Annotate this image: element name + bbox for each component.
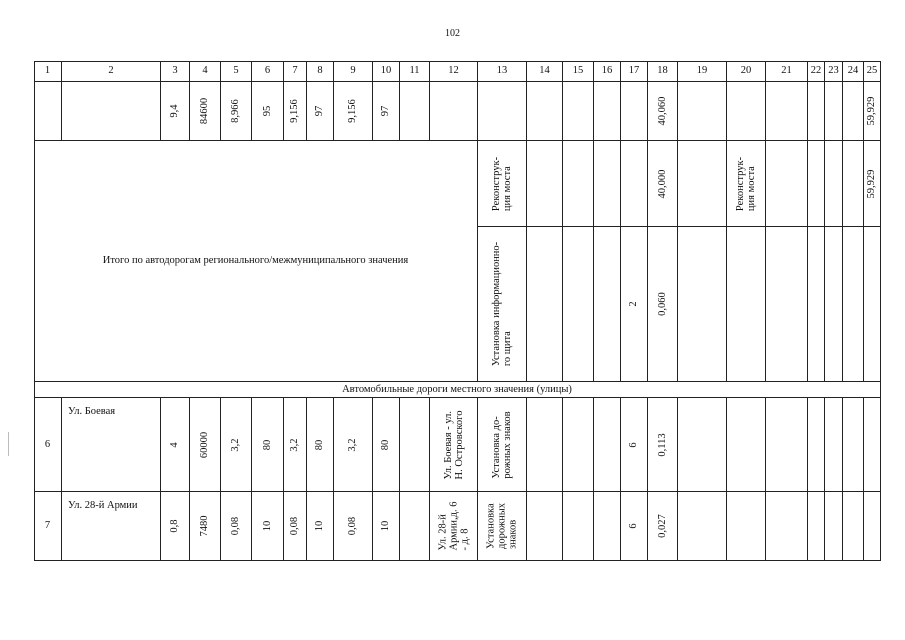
street-name: Ул. 28-й Армии [68,500,138,511]
table-row-cell [766,492,808,561]
row-value: 0,08 [346,516,358,536]
summary-subcell [808,141,825,227]
table-row-cell [221,492,252,561]
totals-cell [825,82,843,141]
header-cell [252,61,284,82]
header-cell [766,61,808,82]
column-number: 17 [628,64,640,76]
totals-value: 97 [379,105,391,117]
summary-subcell [825,141,843,227]
summary-subcell [766,227,808,382]
totals-cell [34,82,62,141]
column-number: 24 [847,64,859,76]
row-value: 80 [261,439,273,450]
table-row-cell [373,492,400,561]
table-row-cell [62,492,161,561]
table-row-cell [727,492,766,561]
totals-value: 59,929 [865,96,877,126]
totals-cell [190,82,221,141]
row-value: 6 [627,441,639,448]
column-number: 11 [409,64,420,76]
summary-label-cell [34,141,478,382]
header-cell [808,61,825,82]
summary-subcell [527,141,563,227]
row-value: 60000 [198,431,210,458]
work-description: Реконструк- ция моста [734,156,757,211]
row-value: 7480 [198,515,210,537]
header-cell [334,61,373,82]
column-number: 9 [350,64,356,76]
header-cell [400,61,430,82]
header-cell [373,61,400,82]
table-row-cell [563,492,594,561]
data-table [34,61,881,561]
summary-subcell [478,227,527,382]
totals-cell [621,82,648,141]
table-row-cell [594,398,621,492]
header-cell [563,61,594,82]
table-row-cell [594,492,621,561]
road-section: Ул. Боевая - ул. Н. Островского [442,410,465,479]
summary-subcell [864,227,881,382]
totals-cell [648,82,678,141]
totals-cell [307,82,334,141]
table-row-cell [252,398,284,492]
table-row-cell [430,398,478,492]
summary-subcell [864,141,881,227]
summary-value: 2 [627,301,639,307]
header-cell [478,61,527,82]
row-value: 0,113 [656,432,668,457]
header-cell [284,61,307,82]
header-cell [843,61,864,82]
summary-subcell [727,227,766,382]
summary-subcell [621,227,648,382]
table-row-cell [648,398,678,492]
summary-subcell [621,141,648,227]
row-value: 3,2 [346,437,358,452]
summary-subcell [648,141,678,227]
work-description: Реконструк- ция моста [490,156,513,211]
table-row-cell [478,492,527,561]
table-row-cell [478,398,527,492]
column-number: 3 [172,64,178,76]
totals-cell [527,82,563,141]
totals-cell [252,82,284,141]
column-number: 2 [108,64,114,76]
table-row-cell [621,398,648,492]
table-row-cell [373,398,400,492]
totals-cell [563,82,594,141]
column-number: 19 [696,64,708,76]
summary-subcell [594,141,621,227]
totals-value: 95 [261,105,273,117]
summary-subcell [825,227,843,382]
totals-cell [284,82,307,141]
table-row-cell [621,492,648,561]
summary-value: 40,000 [656,169,668,198]
totals-value: 8,966 [229,99,241,123]
table-row-cell [252,492,284,561]
header-cell [62,61,161,82]
totals-value: 84600 [198,97,210,125]
header-cell [430,61,478,82]
header-cell [34,61,62,82]
table-row-cell [400,492,430,561]
table-row-cell [825,398,843,492]
column-number: 23 [828,64,839,76]
totals-value: 97 [313,105,325,117]
row-value: 80 [313,439,325,450]
table-row-cell [527,492,563,561]
row-value: 10 [379,520,391,532]
column-number: 12 [448,64,459,76]
column-number: 14 [539,64,550,76]
table-row-cell [864,492,881,561]
table-row-cell [284,398,307,492]
totals-cell [678,82,727,141]
row-number: 7 [44,519,51,531]
table-row-cell [62,398,161,492]
summary-value: 59,929 [865,169,877,198]
totals-cell [727,82,766,141]
row-value: 0,08 [229,516,241,536]
table-row-cell [34,492,62,561]
header-cell [825,61,843,82]
table-row-cell [527,398,563,492]
summary-label: Итого по автодорогам регионального/межмуниципального значения [102,254,409,266]
street-name: Ул. Боевая [68,406,116,417]
totals-cell [478,82,527,141]
table-row-cell [678,398,727,492]
header-cell [190,61,221,82]
totals-value: 40,060 [656,96,668,126]
section-title-cell [34,382,881,398]
column-number: 8 [317,64,323,76]
totals-cell [864,82,881,141]
work-description: Установка информационно- го щита [490,241,513,367]
section-title: Автомобильные дороги местного значения (улицы) [342,383,572,395]
summary-subcell [478,141,527,227]
work-description: Установка до- рожных знаков [490,410,513,479]
totals-cell [62,82,161,141]
totals-value: 9,156 [288,99,300,123]
column-number: 25 [866,64,878,76]
totals-cell [400,82,430,141]
table-row-cell [161,398,190,492]
column-number: 1 [44,64,51,76]
table-row-cell [34,398,62,492]
table-row-cell [843,492,864,561]
table-row-cell [284,492,307,561]
column-number: 4 [202,64,208,76]
column-number: 22 [810,64,822,76]
table-row-cell [808,398,825,492]
table-row-cell [430,492,478,561]
table-row-cell [678,492,727,561]
table-row-cell [221,398,252,492]
header-cell [594,61,621,82]
row-value: 6 [627,523,639,529]
column-number: 10 [380,64,392,76]
table-row-cell [190,492,221,561]
totals-cell [430,82,478,141]
totals-value: 9,4 [168,104,180,118]
table-row-cell [727,398,766,492]
totals-cell [221,82,252,141]
work-description: Установка дорожных знаков [485,502,519,550]
totals-cell [161,82,190,141]
table-row-cell [843,398,864,492]
table-row-cell [334,398,373,492]
totals-cell [808,82,825,141]
row-value: 0,08 [288,516,300,536]
table-row-cell [161,492,190,561]
table-row-cell [400,398,430,492]
summary-subcell [563,141,594,227]
row-value: 0,027 [656,514,668,538]
table-row-cell [808,492,825,561]
column-number: 15 [572,64,584,76]
header-cell [307,61,334,82]
table-row-cell [334,492,373,561]
header-cell [621,61,648,82]
summary-subcell [678,227,727,382]
column-number: 7 [292,64,298,76]
column-number: 16 [601,64,613,76]
summary-subcell [808,227,825,382]
row-value: 10 [261,520,273,532]
summary-subcell [843,141,864,227]
column-number: 13 [496,64,508,76]
table-row-cell [864,398,881,492]
header-cell [727,61,766,82]
table-row-cell [307,398,334,492]
header-cell [648,61,678,82]
summary-subcell [563,227,594,382]
header-cell [678,61,727,82]
table-row-cell [825,492,843,561]
summary-subcell [594,227,621,382]
header-cell [527,61,563,82]
totals-cell [334,82,373,141]
table-row-cell [190,398,221,492]
row-number: 6 [44,438,51,450]
summary-subcell [527,227,563,382]
row-value: 3,2 [229,437,241,452]
totals-cell [766,82,808,141]
summary-value: 0,060 [656,292,668,316]
summary-subcell [727,141,766,227]
column-number: 6 [264,64,271,76]
column-number: 5 [233,64,239,76]
summary-subcell [678,141,727,227]
summary-subcell [766,141,808,227]
totals-cell [843,82,864,141]
column-number: 20 [740,64,752,76]
page-number: 102 [445,28,460,39]
totals-cell [373,82,400,141]
table-row-cell [766,398,808,492]
row-value: 4 [168,441,180,448]
totals-value: 9,156 [346,99,358,123]
margin-mark [8,432,9,456]
summary-subcell [843,227,864,382]
row-value: 10 [313,520,325,532]
table-row-cell [648,492,678,561]
header-cell [221,61,252,82]
summary-subcell [648,227,678,382]
row-value: 3,2 [288,437,300,452]
road-section: Ул. 28-й Армии,д. 6 - д. 8 [436,501,471,551]
table-row-cell [307,492,334,561]
column-number: 18 [657,64,668,76]
header-cell [161,61,190,82]
table-row-cell [563,398,594,492]
row-value: 0,8 [168,519,180,533]
column-number: 21 [781,64,792,76]
header-cell [864,61,881,82]
row-value: 80 [379,439,391,450]
totals-cell [594,82,621,141]
